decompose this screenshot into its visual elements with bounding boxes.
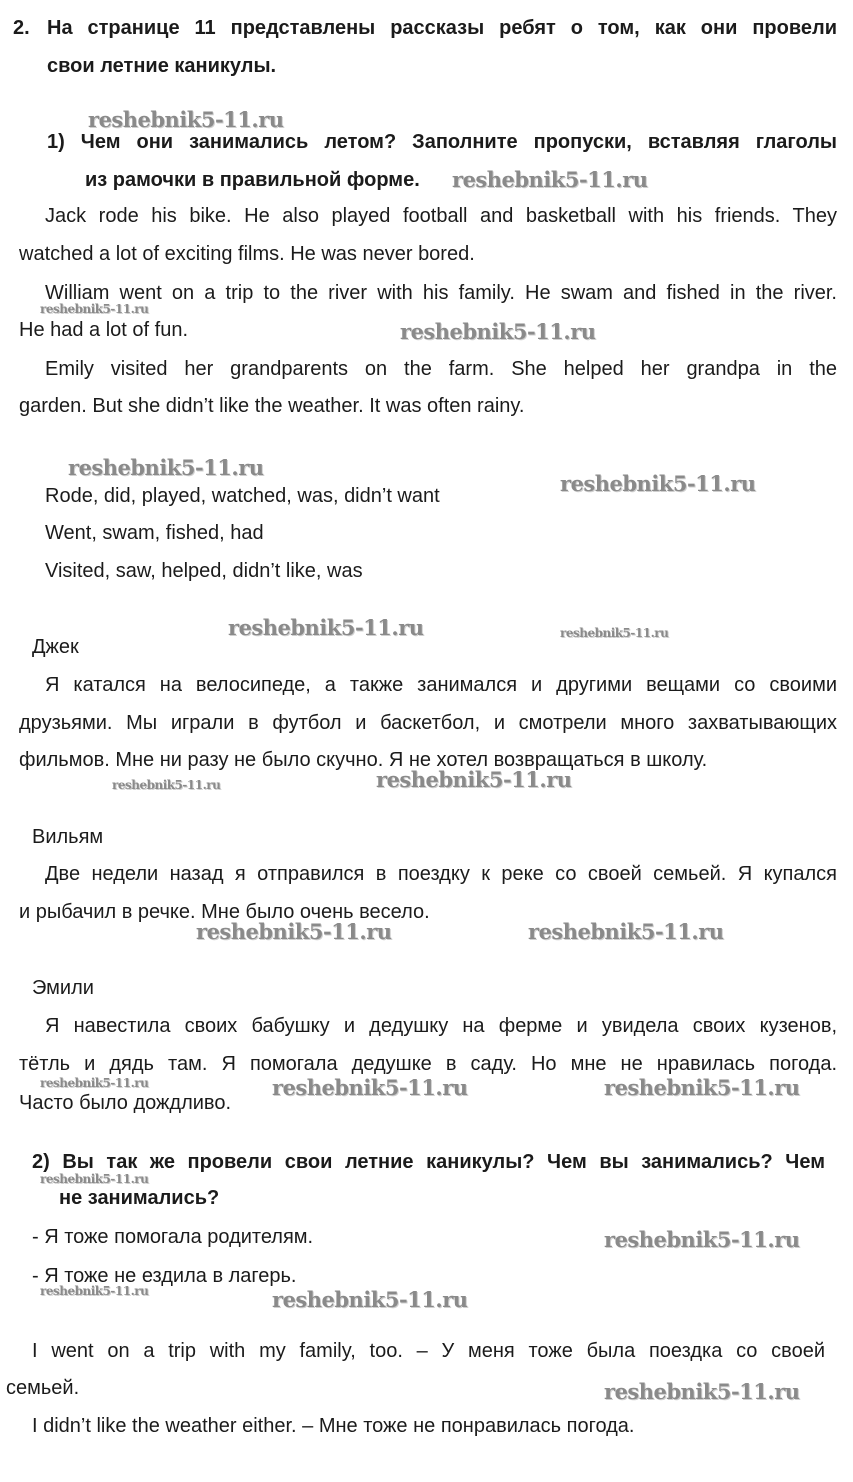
- jack-text-line-1: Jack rode his bike. He also played football and basketball with his friends. They: [45, 205, 837, 227]
- part2-example-2: I didn’t like the weather either. – Мне тоже не понравилась погода.: [32, 1415, 635, 1437]
- part2-example-1-line-1: I went on a trip with my family, too. – У меня тоже была поездка со своей: [32, 1340, 825, 1362]
- part2-answer-1: - Я тоже помогала родителям.: [32, 1226, 314, 1248]
- watermark: reshebnik5-11.ru: [272, 1075, 468, 1100]
- watermark: reshebnik5-11.ru: [40, 1076, 149, 1090]
- part1-question-line-1: 1) Чем они занимались летом? Заполните пропуски, вставляя глаголы: [47, 131, 837, 153]
- task-title-line-1: На странице 11 представлены рассказы ребят о том, как они провели: [47, 17, 837, 39]
- emily-translation-line-2: тётль и дядь там. Я помогала дедушке в саду. Но мне не нравилась погода.: [19, 1053, 837, 1075]
- william-text-line-2: He had a lot of fun.: [19, 319, 189, 341]
- emily-name: Эмили: [32, 977, 94, 999]
- part2-answer-2: - Я тоже не ездила в лагерь.: [32, 1265, 297, 1287]
- watermark: reshebnik5-11.ru: [400, 319, 596, 344]
- verbs-line-1: Rode, did, played, watched, was, didn’t want: [45, 485, 440, 507]
- emily-text-line-2: garden. But she didn’t like the weather. It was often rainy.: [19, 395, 525, 417]
- jack-translation-line-2: друзьями. Мы играли в футбол и баскетбол, и смотрели много захватывающих: [19, 712, 837, 734]
- task-title-line-2: свои летние каникулы.: [47, 55, 277, 77]
- part2-question-line-1: 2) Вы так же провели свои летние каникулы? Чем вы занимались? Чем: [32, 1151, 825, 1173]
- william-translation-line-1: Две недели назад я отправился в поездку к реке со своей семьей. Я купался: [45, 863, 837, 885]
- jack-translation-line-1: Я катался на велосипеде, а также занимался и другими вещами со своими: [45, 674, 837, 696]
- watermark: reshebnik5-11.ru: [40, 302, 149, 316]
- jack-name: Джек: [32, 636, 79, 658]
- watermark: reshebnik5-11.ru: [452, 167, 648, 192]
- verbs-line-2: Went, swam, fished, had: [45, 522, 264, 544]
- jack-translation-line-3: фильмов. Мне ни разу не было скучно. Я не хотел возвращаться в школу.: [19, 749, 708, 771]
- watermark: reshebnik5-11.ru: [272, 1287, 468, 1312]
- watermark: reshebnik5-11.ru: [228, 615, 424, 640]
- watermark: reshebnik5-11.ru: [196, 919, 392, 944]
- watermark: reshebnik5-11.ru: [604, 1379, 800, 1404]
- part2-question-line-2: не занимались?: [59, 1187, 220, 1209]
- william-translation-line-2: и рыбачил в речке. Мне было очень весело.: [19, 901, 430, 923]
- emily-text-line-1: Emily visited her grandparents on the farm. She helped her grandpa in the: [45, 358, 837, 380]
- task-number: 2.: [13, 17, 30, 39]
- watermark: reshebnik5-11.ru: [112, 778, 221, 792]
- william-name: Вильям: [32, 826, 104, 848]
- watermark: reshebnik5-11.ru: [528, 919, 724, 944]
- watermark: reshebnik5-11.ru: [40, 1284, 149, 1298]
- watermark: reshebnik5-11.ru: [604, 1075, 800, 1100]
- watermark: reshebnik5-11.ru: [560, 471, 756, 496]
- emily-translation-line-1: Я навестила своих бабушку и дедушку на ферме и увидела своих кузенов,: [45, 1015, 837, 1037]
- watermark: reshebnik5-11.ru: [88, 107, 284, 132]
- part2-example-1-line-2: семьей.: [6, 1377, 80, 1399]
- watermark: reshebnik5-11.ru: [376, 767, 572, 792]
- jack-text-line-2: watched a lot of exciting films. He was never bored.: [19, 243, 475, 265]
- part1-question-line-2: из рамочки в правильной форме.: [85, 169, 420, 191]
- emily-translation-line-3: Часто было дождливо.: [19, 1092, 232, 1114]
- watermark: reshebnik5-11.ru: [560, 626, 669, 640]
- watermark: reshebnik5-11.ru: [68, 455, 264, 480]
- watermark: reshebnik5-11.ru: [604, 1227, 800, 1252]
- verbs-line-3: Visited, saw, helped, didn’t like, was: [45, 560, 363, 582]
- william-text-line-1: William went on a trip to the river with his family. He swam and fished in the river.: [45, 282, 837, 304]
- watermark: reshebnik5-11.ru: [40, 1172, 149, 1186]
